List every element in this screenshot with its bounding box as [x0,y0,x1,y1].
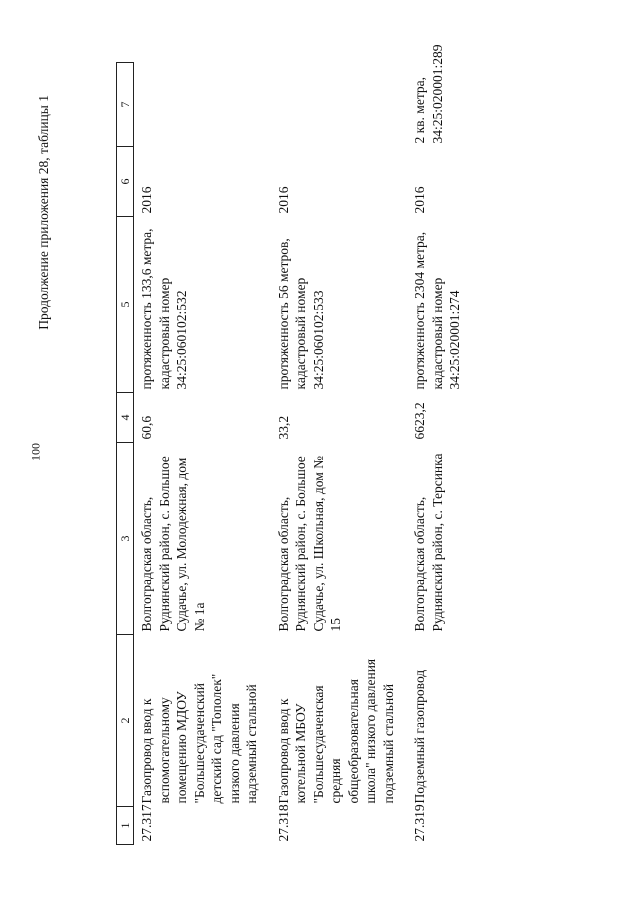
object-name: Газопровод ввод к котельной МБОУ "Большесудаченская средняя общеобразовательная школа" низкого давления подземный стальной [275,658,396,804]
column-number-7: 7 [117,63,134,147]
table-row [271,63,408,845]
page-number: 100 [28,443,43,461]
table-row [134,63,271,845]
object-address: Волгоградская область, Руднянский район, с. Большое Судачье, ул. Молодежная, дом № 1а [139,456,207,632]
object-name: Газопровод ввод к вспомогательному помещению МДОУ "Большесудаченский детский сад "Тополек" низкого давления надземный стальной [139,673,259,804]
object-area: 33,2 [275,415,291,440]
continuation-title: Продолжение приложения 28, таблицы 1 [36,95,51,330]
object-year: 2016 [275,186,291,214]
object-description: протяженность 56 метров, кадастровый номер 34:25:060102:533 [275,238,326,390]
object-description: протяженность 133,6 метра, кадастровый номер 34:25:060102:532 [139,228,189,390]
object-description: протяженность 2304 метра, кадастровый номер 34:25:020001:274 [412,231,462,390]
object-name: Подземный газопровод [412,669,427,804]
object-note [271,63,408,147]
column-number-4: 4 [117,393,134,443]
column-number-header-row [117,63,134,845]
object-area: 60,6 [139,415,154,440]
row-number: 27.317 [139,804,154,842]
object-area: 6623,2 [412,402,427,440]
object-note [134,63,271,147]
column-number-3: 3 [117,443,134,635]
column-number-1: 1 [117,807,134,845]
row-number: 27.318 [275,804,291,842]
object-address: Волгоградская область, Руднянский район, с. Терсинка [412,453,445,632]
column-number-6: 6 [117,147,134,217]
table-row [407,63,474,845]
column-number-5: 5 [117,217,134,393]
property-table [116,44,474,845]
object-address: Волгоградская область, Руднянский район, с. Большое Судачье, ул. Школьная, дом № 15 [275,455,343,632]
column-number-2: 2 [117,635,134,807]
object-year: 2016 [139,186,154,214]
row-number: 27.319 [412,804,427,842]
object-year: 2016 [412,186,427,214]
object-note: 2 кв. метра, 34:25:020001:289 [412,44,445,144]
